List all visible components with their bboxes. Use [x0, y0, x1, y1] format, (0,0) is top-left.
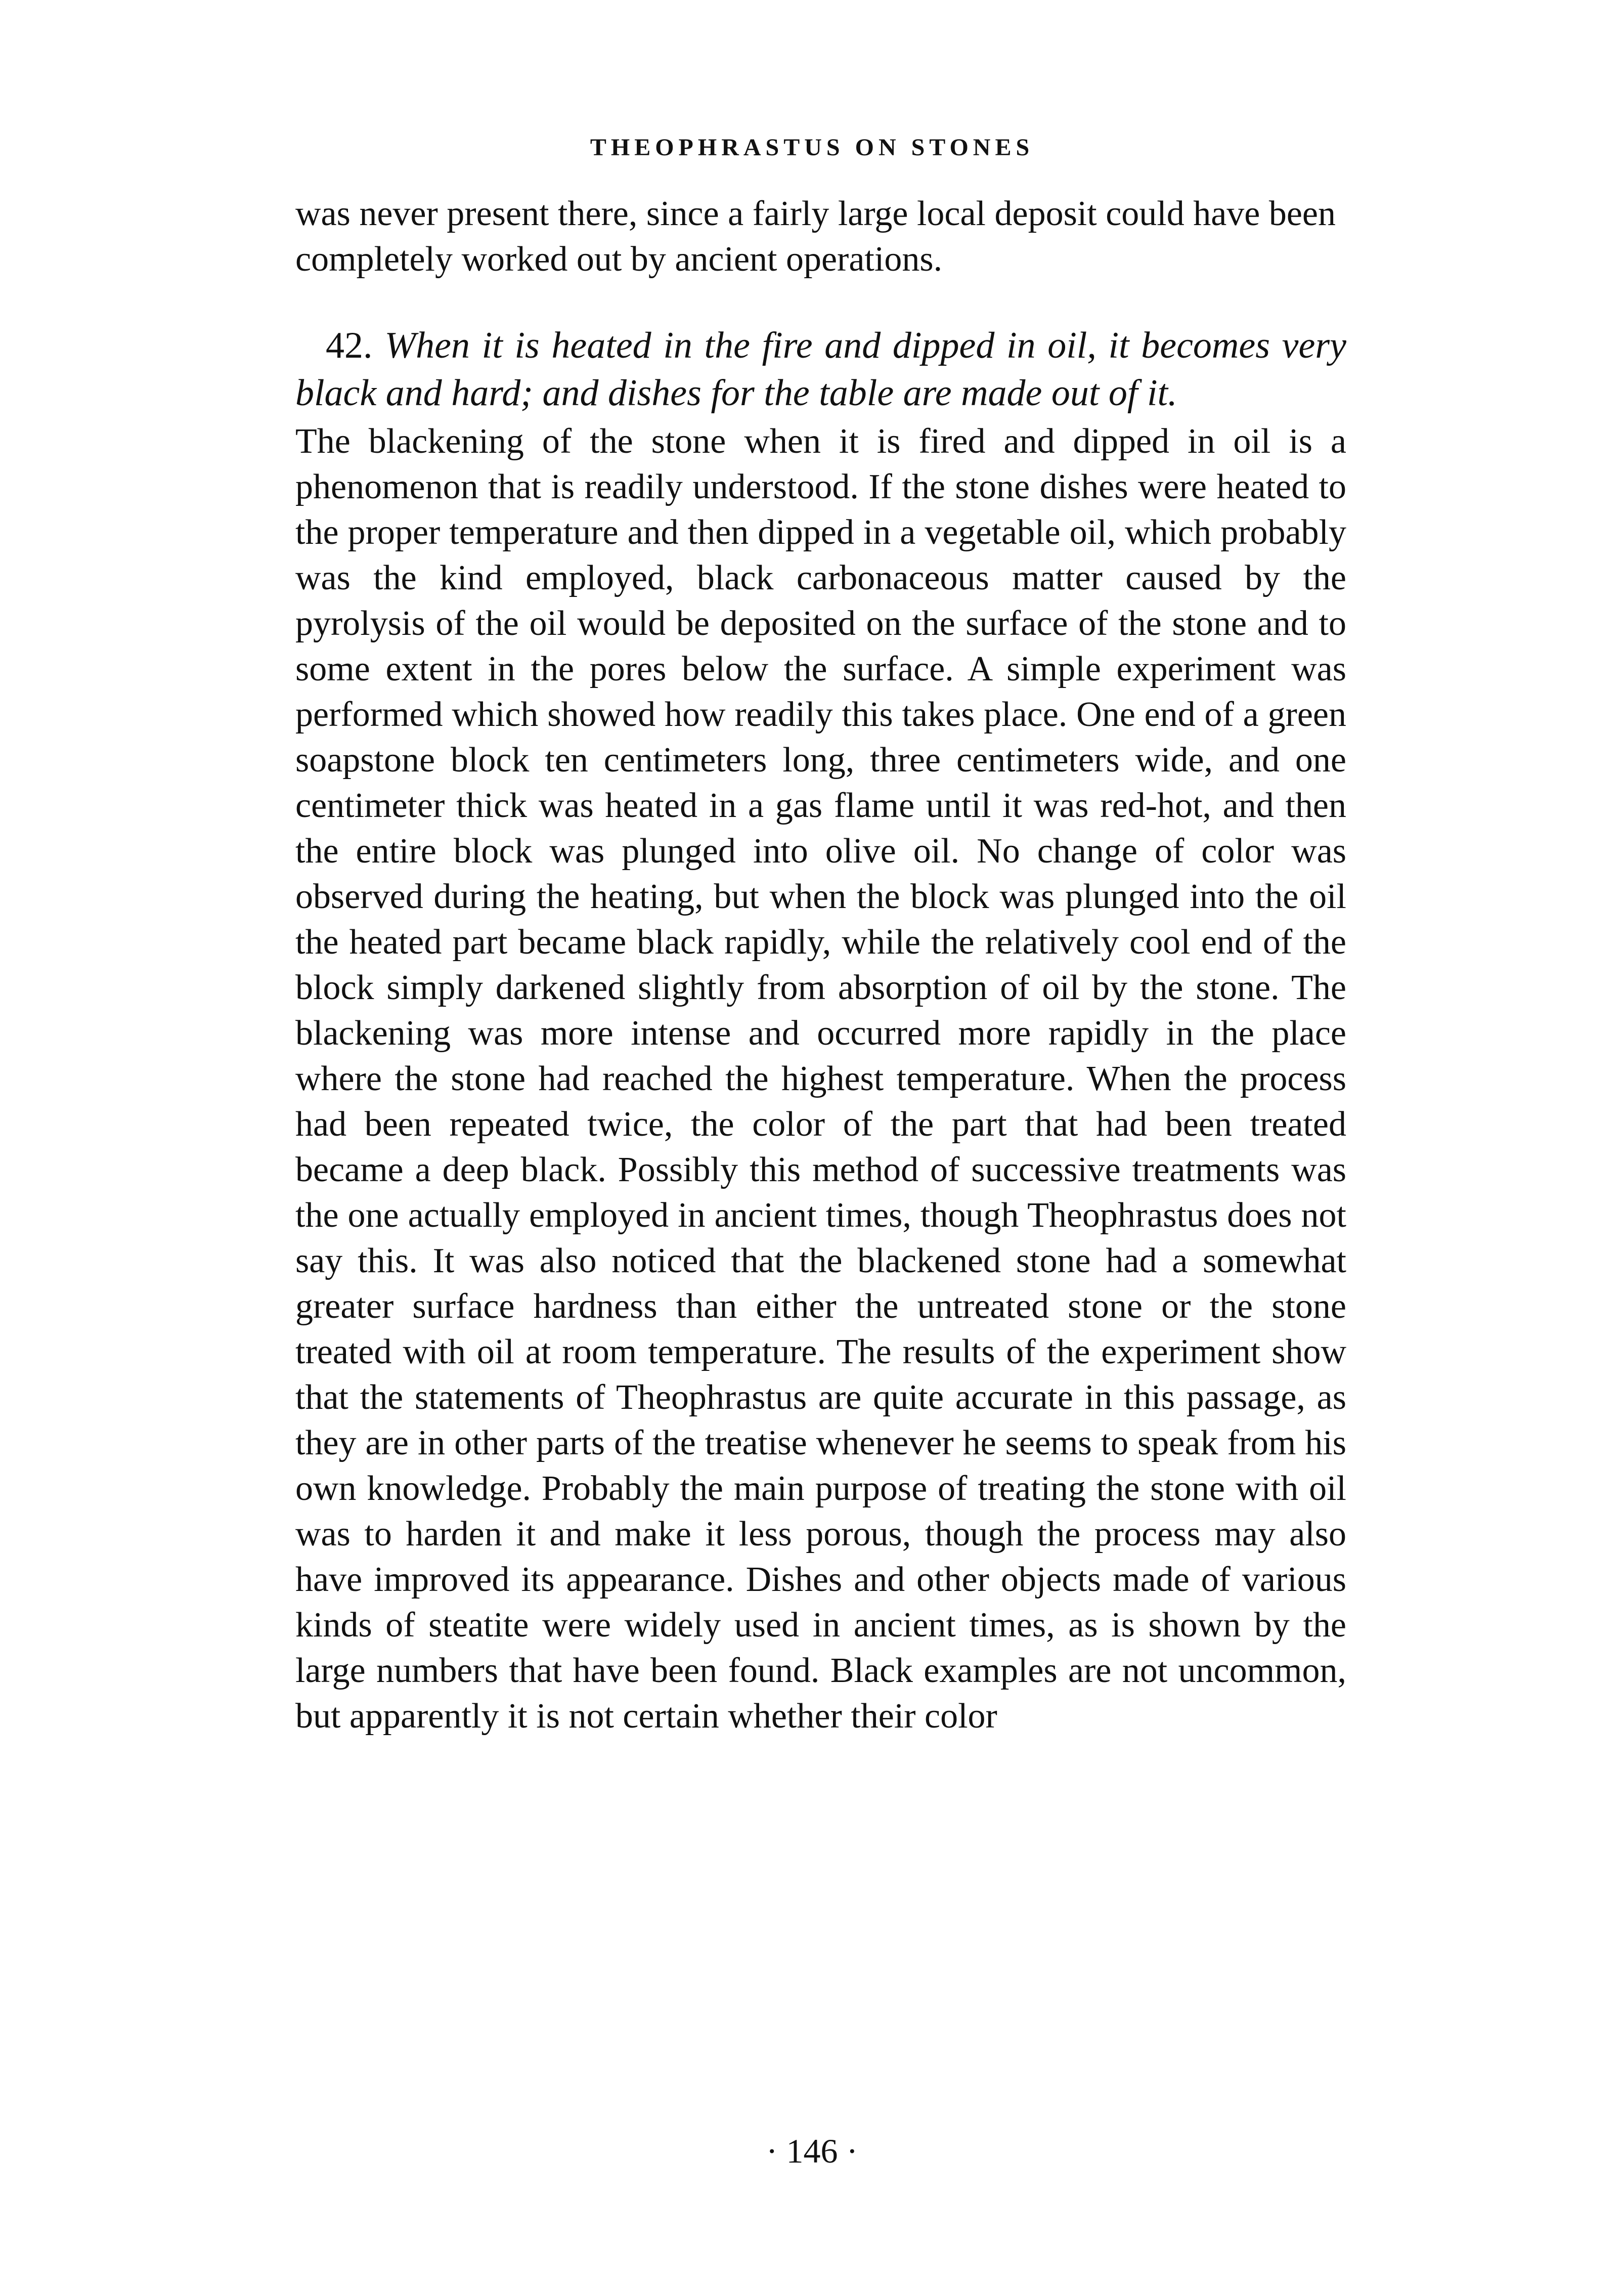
section-number: 42. — [326, 325, 373, 366]
section-quote — [295, 322, 1346, 417]
section-quote-text: When it is heated in the fire and dipped in oil, it becomes very black and hard; and dishes for the table are made out of it. — [295, 325, 1346, 414]
text-block — [295, 191, 1346, 1739]
commentary-paragraph: The blackening of the stone when it is fired and dipped in oil is a phenomenon that is readily understood. If the stone dishes were heated to the proper temperature and then dipped in a vegetable oil, which probably was the kind employed, black carbonaceous matter caused by the pyrolysis of the oil would be deposited on the surface of the stone and to some extent in the pores below the surface. A simple experiment was performed which showed how readily this takes place. One end of a green soapstone block ten centimeters long, three centimeters wide, and one centimeter thick was heated in a gas flame until it was red-hot, and then the entire block was plunged into olive oil. No change of color was observed during the heating, but when the block was plunged into the oil the heated part became black rapidly, while the relatively cool end of the block simply darkened slightly from absorption of oil by the stone. The blackening was more intense and occurred more rapidly in the place where the stone had reached the highest temperature. When the process had been repeated twice, the color of the part that had been treated became a deep black. Possibly this method of successive treatments was the one actually employed in ancient times, though Theophrastus does not say this. It was also noticed that the blackened stone had a somewhat greater surface hardness than either the untreated stone or the stone treated with oil at room temperature. The results of the experiment show that the statements of Theophrastus are quite accurate in this passage, as they are in other parts of the treatise whenever he seems to speak from his own knowledge. Probably the main purpose of treating the stone with oil was to harden it and make it less porous, though the process may also have improved its appearance. Dishes and other objects made of various kinds of steatite were widely used in ancient times, as is shown by the large numbers that have been found. Black examples are not uncommon, but apparently it is not certain whether their color — [295, 422, 1346, 1736]
page-number: · 146 · — [766, 2132, 858, 2170]
running-head: THEOPHRASTUS ON STONES — [590, 134, 1034, 161]
intro-paragraph: was never present there, since a fairly large local deposit could have been completely worked out by ancient operations. — [295, 194, 1336, 279]
